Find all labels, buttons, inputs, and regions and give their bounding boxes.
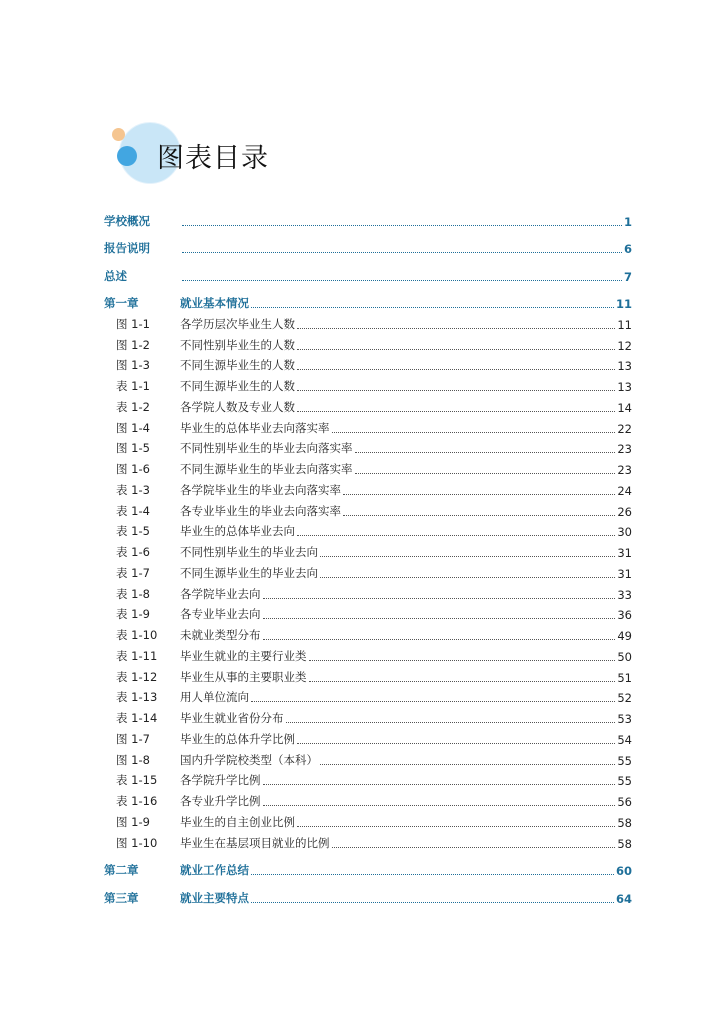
toc-section-entry[interactable] [104,201,632,229]
dot-leader [343,493,615,495]
toc-figure-entry[interactable] [104,539,632,560]
entry-page-number: 23 [617,463,632,477]
dot-leader [297,410,615,412]
toc-figure-entry[interactable] [104,664,632,685]
toc-figure-entry[interactable] [104,519,632,540]
entry-number: 表 1-5 [116,524,150,539]
toc-figure-entry[interactable] [104,747,632,768]
dot-leader [297,368,615,370]
entry-title: 毕业生的总体升学比例 [180,731,295,746]
toc-figure-entry[interactable] [104,394,632,415]
entry-page-number: 64 [615,891,632,906]
entry-title: 不同性别毕业生的毕业去向 [180,545,318,559]
entry-page-number: 24 [617,483,632,498]
toc-figure-entry[interactable] [104,456,632,477]
entry-title: 各专业毕业生的毕业去向落实率 [180,503,341,518]
entry-number: 表 1-2 [116,399,150,414]
entry-title: 毕业生就业的主要行业类 [180,648,307,663]
dot-leader [297,348,615,350]
entry-number: 表 1-3 [116,482,150,497]
entry-number: 图 1-7 [116,731,150,746]
entry-page-number: 13 [617,380,632,394]
entry-title: 不同性别毕业生的毕业去向落实率 [180,441,353,456]
dot-leader [182,279,622,281]
entry-page-number: 60 [615,864,632,878]
toc-figure-entry[interactable] [104,477,632,498]
toc-figure-entry[interactable] [104,788,632,809]
dot-leader [182,224,622,226]
toc-figure-entry[interactable] [104,705,632,726]
dot-leader [320,763,615,765]
entry-number: 表 1-6 [116,545,150,559]
dot-leader [297,534,615,536]
dot-leader [320,576,615,578]
dot-leader [297,389,615,391]
entry-page-number: 31 [617,546,632,560]
entry-title: 用人单位流向 [180,690,249,705]
entry-number: 表 1-10 [116,628,158,642]
entry-title: 各专业升学比例 [180,794,261,808]
entry-page-number: 31 [617,566,632,581]
entry-page-number: 1 [623,214,632,229]
dot-leader [251,873,614,875]
entry-page-number: 30 [617,525,632,540]
toc-figure-entry[interactable] [104,809,632,830]
entry-number: 表 1-15 [116,773,158,788]
entry-number: 图 1-5 [116,441,150,456]
dot-leader [297,327,615,329]
dot-leader [182,251,622,253]
entry-number: 表 1-12 [116,669,158,684]
entry-page-number: 33 [617,587,632,602]
dot-leader [263,804,616,806]
entry-page-number: 55 [617,774,632,789]
entry-number: 图 1-8 [116,752,150,767]
toc-figure-entry[interactable] [104,685,632,706]
entry-number: 表 1-16 [116,794,158,808]
dot-leader [332,846,616,848]
entry-title: 不同生源毕业生的毕业去向落实率 [180,462,353,476]
entry-number: 表 1-1 [116,379,150,393]
page-title: 图表目录 [157,143,269,174]
entry-number: 第二章 [104,863,139,877]
dot-leader [251,901,614,903]
decor-circle-orange [112,128,125,141]
entry-number: 图 1-3 [116,358,150,373]
toc-figure-entry[interactable] [104,353,632,374]
entry-title: 毕业生的总体毕业去向落实率 [180,420,330,435]
entry-page-number: 36 [617,608,632,623]
entry-title: 毕业生的总体毕业去向 [180,524,295,539]
entry-page-number: 6 [623,242,632,256]
entry-title: 毕业生就业省份分布 [180,711,284,725]
toc-figure-entry[interactable] [104,830,632,851]
entry-title: 各专业毕业去向 [180,607,261,622]
entry-title: 毕业生从事的主要职业类 [180,669,307,684]
entry-title: 各学院毕业生的毕业去向落实率 [180,482,341,497]
entry-number: 第三章 [104,890,139,905]
entry-title: 各学院升学比例 [180,773,261,788]
toc-section-entry[interactable] [104,851,632,879]
toc-figure-entry[interactable] [104,415,632,436]
entry-number: 图 1-10 [116,835,158,850]
entry-number: 表 1-11 [116,648,158,663]
entry-title: 就业主要特点 [180,890,249,905]
entry-number: 图 1-9 [116,814,150,829]
entry-number: 表 1-9 [116,607,150,622]
entry-number: 表 1-4 [116,503,150,518]
toc-figure-entry[interactable] [104,332,632,353]
entry-number: 表 1-7 [116,565,150,580]
entry-page-number: 12 [617,338,632,353]
entry-title: 毕业生的自主创业比例 [180,814,295,829]
dot-leader [355,451,616,453]
entry-page-number: 51 [617,670,632,685]
entry-number: 表 1-14 [116,711,158,725]
dot-leader [297,742,615,744]
entry-number: 图 1-2 [116,337,150,352]
toc-section-entry[interactable] [104,878,632,906]
entry-page-number: 14 [617,400,632,415]
dot-leader [320,555,615,557]
decor-circle-blue [117,146,137,166]
entry-title: 未就业类型分布 [180,628,261,642]
entry-page-number: 11 [615,297,632,311]
dot-leader [343,514,615,516]
dot-leader [263,617,616,619]
toc-section-entry[interactable] [104,284,632,312]
entry-page-number: 58 [617,836,632,851]
entry-title: 不同生源毕业生的人数 [180,358,295,373]
entry-title: 各学院人数及专业人数 [180,399,295,414]
toc-figure-entry[interactable] [104,373,632,394]
entry-page-number: 7 [623,269,632,284]
entry-number: 表 1-8 [116,586,150,601]
entry-number: 第一章 [104,296,139,310]
entry-title: 国内升学院校类型（本科） [180,752,318,767]
dot-leader [251,700,615,702]
dot-leader [263,638,616,640]
entry-title: 毕业生在基层项目就业的比例 [180,835,330,850]
entry-page-number: 11 [617,317,632,332]
toc-section-entry[interactable] [104,229,632,257]
entry-title: 就业工作总结 [180,863,249,877]
entry-number: 图 1-6 [116,462,150,476]
toc-figure-entry[interactable] [104,602,632,623]
toc-figure-entry[interactable] [104,726,632,747]
entry-page-number: 52 [617,691,632,706]
entry-page-number: 56 [617,795,632,809]
entry-page-number: 13 [617,359,632,374]
toc-figure-entry[interactable] [104,498,632,519]
entry-page-number: 49 [617,629,632,643]
entry-page-number: 54 [617,732,632,747]
dot-leader [332,431,616,433]
dot-leader [251,306,614,308]
entry-page-number: 22 [617,421,632,436]
entry-number: 总述 [104,268,127,283]
toc-figure-entry[interactable] [104,768,632,789]
entry-title: 不同生源毕业生的毕业去向 [180,565,318,580]
toc-section-entry[interactable] [104,256,632,284]
entry-page-number: 26 [617,504,632,519]
entry-number: 图 1-4 [116,420,150,435]
entry-title: 就业基本情况 [180,296,249,310]
entry-page-number: 23 [617,442,632,457]
entry-title: 各学历层次毕业生人数 [180,316,295,331]
dot-leader [297,825,615,827]
table-of-contents [104,201,632,906]
entry-title: 各学院毕业去向 [180,586,261,601]
entry-title: 不同生源毕业生的人数 [180,379,295,393]
dot-leader [355,472,616,474]
entry-page-number: 58 [617,815,632,830]
toc-figure-entry[interactable] [104,643,632,664]
dot-leader [286,721,616,723]
toc-figure-entry[interactable] [104,311,632,332]
toc-figure-entry[interactable] [104,581,632,602]
entry-number: 学校概况 [104,213,150,228]
dot-leader [263,783,616,785]
toc-figure-entry[interactable] [104,622,632,643]
entry-page-number: 50 [617,649,632,664]
entry-number: 报告说明 [104,241,150,255]
entry-number: 表 1-13 [116,690,158,705]
toc-figure-entry[interactable] [104,560,632,581]
dot-leader [263,597,616,599]
entry-page-number: 55 [617,753,632,768]
entry-page-number: 53 [617,712,632,726]
dot-leader [309,680,616,682]
toc-figure-entry[interactable] [104,436,632,457]
entry-title: 不同性别毕业生的人数 [180,337,295,352]
dot-leader [309,659,616,661]
entry-number: 图 1-1 [116,316,150,331]
